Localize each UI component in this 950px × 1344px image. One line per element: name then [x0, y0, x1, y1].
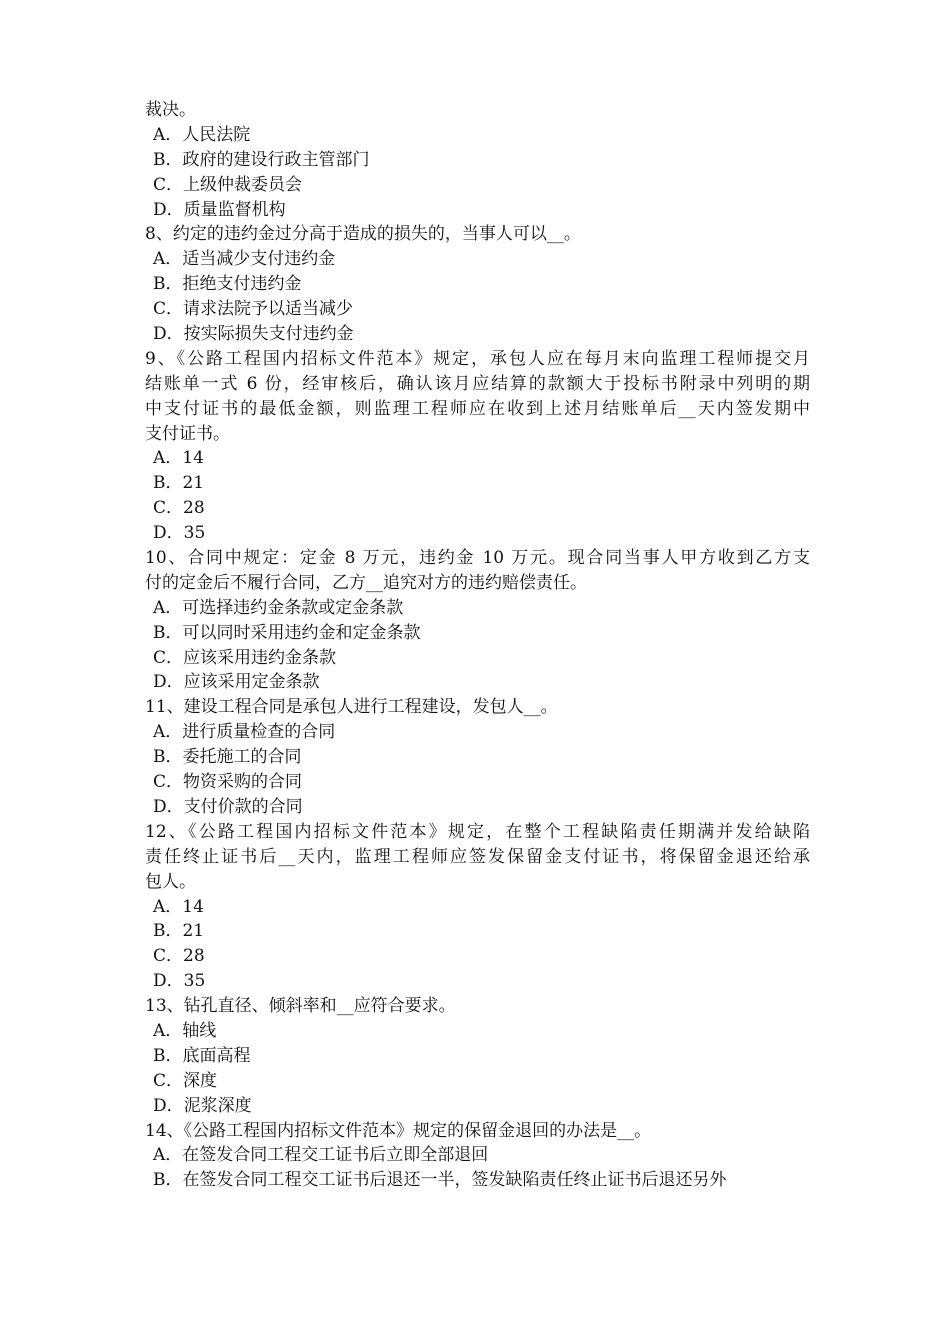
option-c: C．请求法院予以适当减少 [153, 299, 354, 320]
option-a: A．轴线 [153, 1020, 217, 1041]
option-a: A．适当减少支付违约金 [153, 249, 336, 270]
question-9 [145, 347, 810, 546]
question-text-line: 14、《公路工程国内招标文件范本》规定的保留金退回的办法是__。 [145, 1120, 652, 1141]
document-page [145, 98, 810, 1193]
question-14 [145, 1119, 810, 1194]
option-list [145, 247, 810, 347]
question-10 [145, 546, 810, 695]
option-c: C．物资采购的合同 [153, 772, 303, 793]
question-text-line: 包人。 [145, 871, 196, 892]
option-b: B．21 [153, 473, 205, 494]
question-12 [145, 820, 810, 994]
option-list [145, 1019, 810, 1119]
option-b: B．委托施工的合同 [153, 747, 302, 768]
question-text-line: 中支付证书的最低金额，则监理工程师应在收到上述月结账单后__天内签发期中 [145, 398, 810, 419]
question-text-line: 12、《公路工程国内招标文件范本》规定，在整个工程缺陷责任期满并发给缺陷 [145, 821, 810, 842]
question-8 [145, 222, 810, 346]
option-b: B．底面高程 [153, 1045, 251, 1066]
question-text-line: 结账单一式 6 份，经审核后，确认该月应结算的款额大于投标书附录中列明的期 [145, 373, 810, 394]
question-text-line: 9、《公路工程国内招标文件范本》规定，承包人应在每月末向监理工程师提交月 [145, 348, 810, 369]
option-a: A．进行质量检查的合同 [153, 722, 336, 743]
option-d: D．35 [153, 971, 206, 992]
option-list [145, 720, 810, 820]
question-text-line: 13、钻孔直径、倾斜率和__应符合要求。 [145, 996, 456, 1017]
question-text-line: 裁决。 [145, 100, 196, 120]
option-d: D．质量监督机构 [153, 199, 286, 220]
option-list [145, 895, 810, 995]
question-13 [145, 994, 810, 1118]
question-7-tail [145, 98, 810, 222]
option-d: D．35 [153, 523, 206, 544]
question-text-line: 8、约定的违约金过分高于造成的损失的，当事人可以__。 [145, 224, 581, 245]
option-list [145, 123, 810, 223]
question-text-line: 11、建设工程合同是承包人进行工程建设，发包人__。 [145, 697, 558, 718]
option-a: A．在签发合同工程交工证书后立即全部退回 [153, 1145, 489, 1166]
option-list [145, 446, 810, 546]
option-c: C．应该采用违约金条款 [153, 647, 337, 668]
question-text-line: 付的定金后不履行合同，乙方__追究对方的违约赔偿责任。 [145, 572, 587, 593]
option-d: D．泥浆深度 [153, 1095, 252, 1116]
option-d: D．支付价款的合同 [153, 796, 303, 817]
option-b: B．在签发合同工程交工证书后退还一半，签发缺陷责任终止证书后退还另外 [153, 1170, 727, 1191]
question-text-line: 支付证书。 [145, 423, 230, 444]
option-c: C．深度 [153, 1070, 218, 1091]
option-a: A．14 [153, 448, 204, 469]
option-d: D．按实际损失支付违约金 [153, 324, 354, 345]
option-a: A．人民法院 [153, 124, 251, 145]
question-text-line: 责任终止证书后__天内，监理工程师应签发保留金支付证书，将保留金退还给承 [145, 846, 810, 867]
question-11 [145, 695, 810, 819]
option-b: B．拒绝支付违约金 [153, 274, 302, 295]
option-c: C．28 [153, 498, 205, 519]
option-list [145, 596, 810, 696]
question-text-line: 10、合同中规定：定金 8 万元，违约金 10 万元。现合同当事人甲方收到乙方支 [145, 548, 810, 569]
option-a: A．可选择违约金条款或定金条款 [153, 597, 404, 618]
option-a: A．14 [153, 896, 204, 917]
option-list [145, 1143, 810, 1193]
option-c: C．上级仲裁委员会 [153, 174, 303, 195]
option-b: B．21 [153, 921, 205, 942]
option-d: D．应该采用定金条款 [153, 672, 320, 693]
option-b: B．可以同时采用违约金和定金条款 [153, 622, 421, 643]
option-b: B．政府的建设行政主管部门 [153, 149, 370, 170]
option-c: C．28 [153, 946, 205, 967]
